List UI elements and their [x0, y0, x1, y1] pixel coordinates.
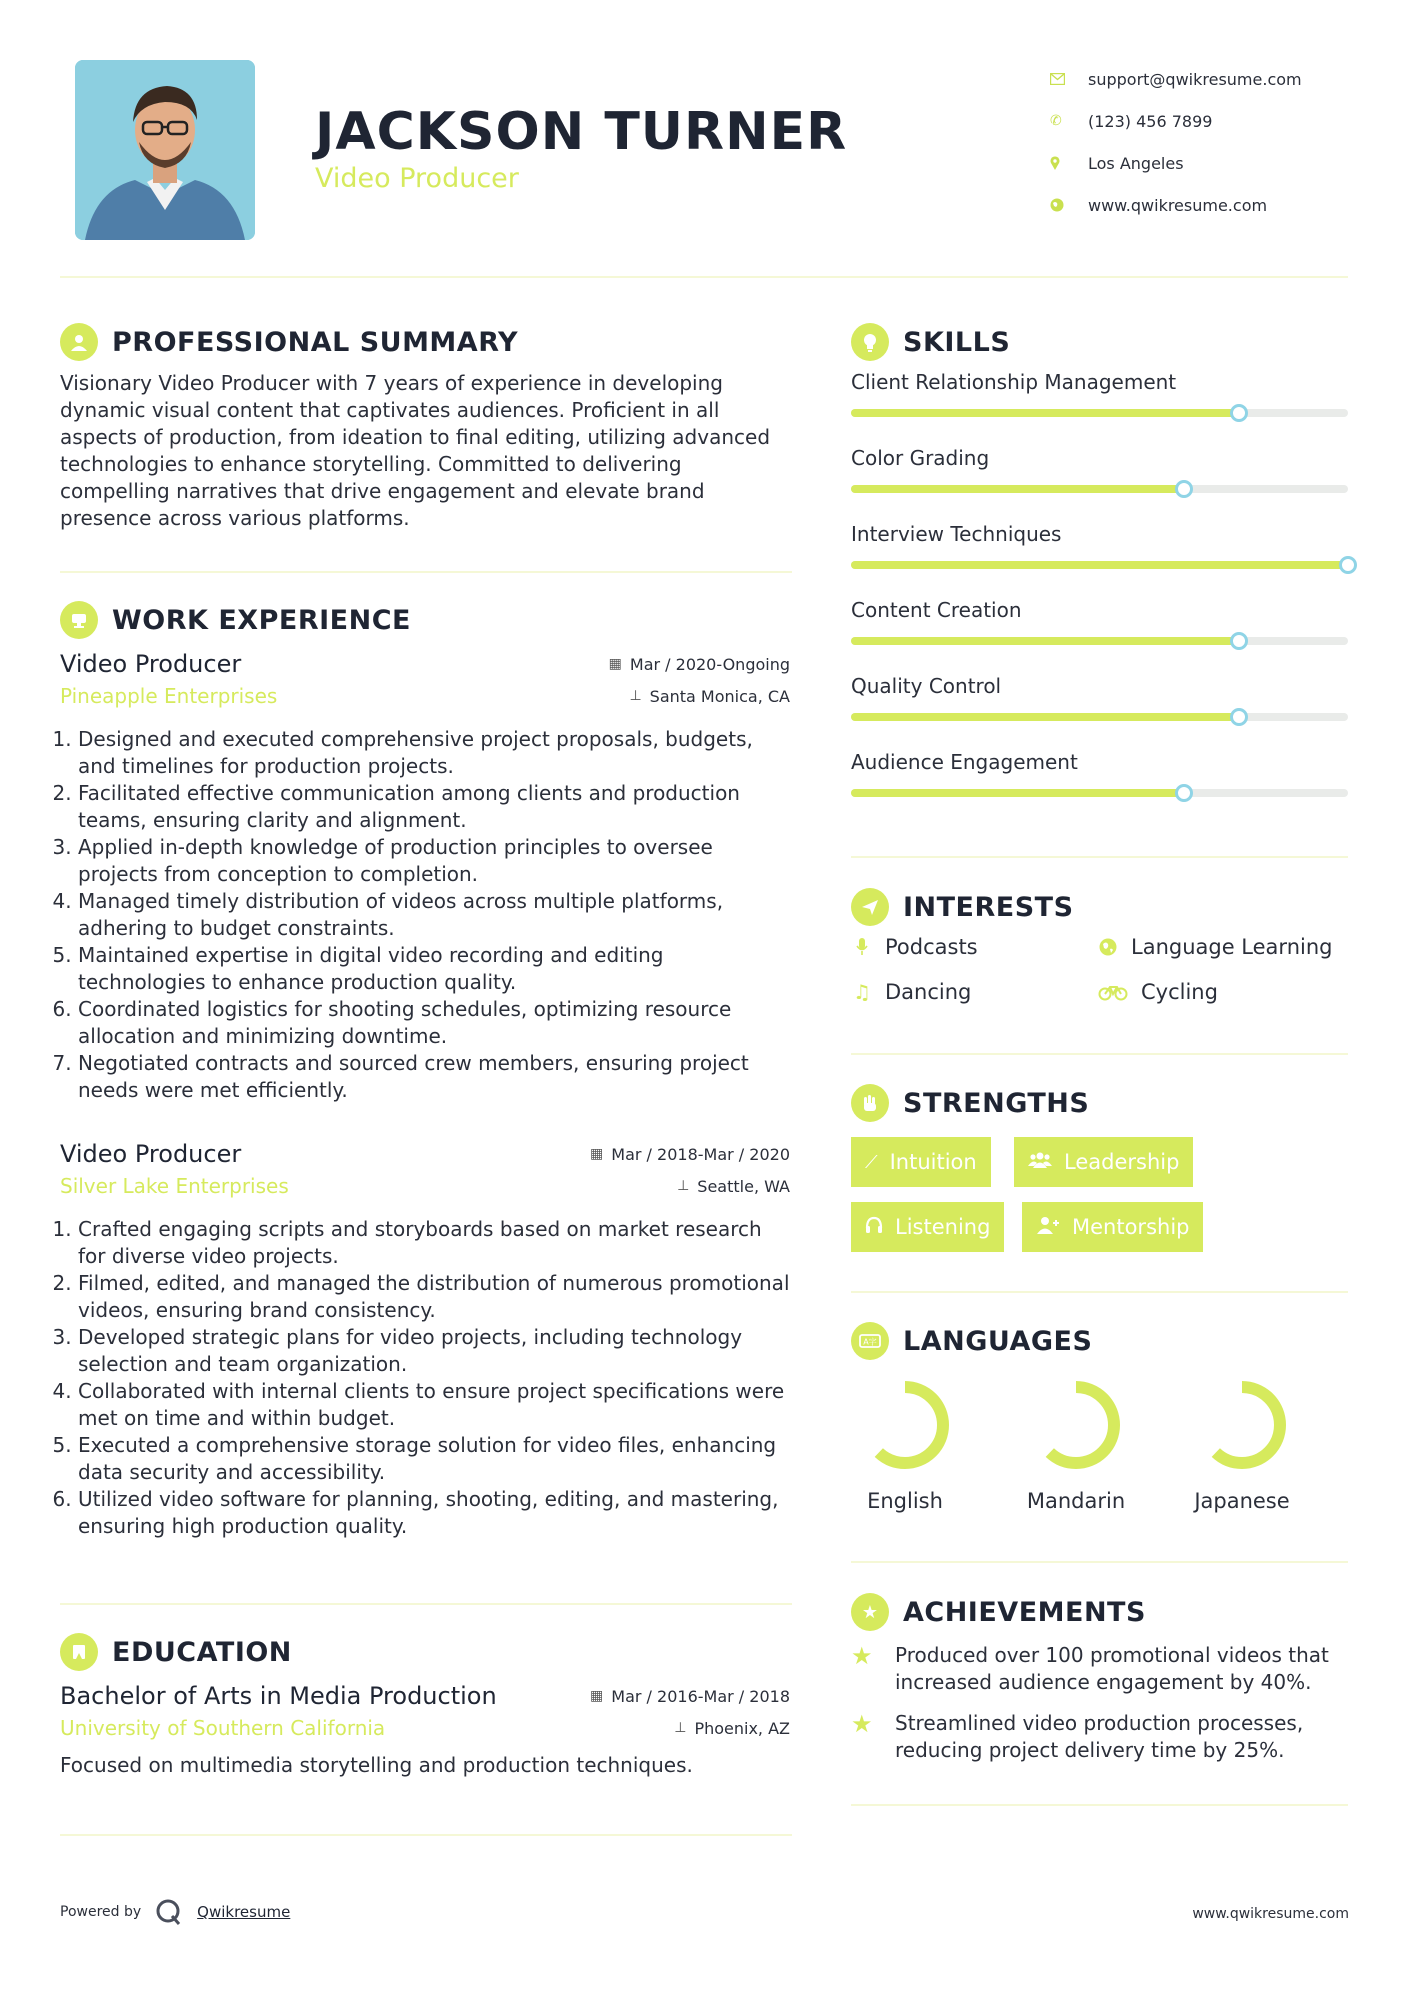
skill-item — [851, 522, 1348, 569]
language-label: English — [867, 1489, 943, 1513]
list-item: 4. Collaborated with internal clients to ensure project specifications were met on time and within budget. — [78, 1378, 790, 1432]
job-entry-2 — [60, 1138, 790, 1540]
job-company: Pineapple Enterprises — [60, 684, 278, 708]
language-item — [835, 1375, 975, 1513]
skill-name: Audience Engagement — [851, 750, 1078, 774]
qwikresume-link[interactable]: Qwikresume — [197, 1903, 291, 1921]
briefcase-icon — [60, 601, 98, 639]
footer-url[interactable]: www.qwikresume.com — [1192, 1906, 1349, 1922]
interest-item — [1097, 980, 1218, 1004]
skill-bar-fill — [851, 713, 1239, 721]
language-label: Mandarin — [1026, 1489, 1126, 1513]
star-icon: ★ — [851, 1642, 873, 1670]
svg-text:A字: A字 — [863, 1337, 877, 1347]
bicycle-icon — [1097, 983, 1129, 1001]
education-dates — [590, 1687, 790, 1706]
summary-text: Visionary Video Producer with 7 years of experience in developing dynamic visual content that captivates audiences. Proficient in all aspects of production, from ideation to final editing, utilizing advanced technologies to enhance storytelling. Committed to delivering compelling narratives that drive engagement and elevate brand presence across various platforms. — [60, 371, 771, 530]
skill-bar-knob — [1175, 784, 1193, 802]
strength-tag — [851, 1137, 991, 1187]
job-location — [629, 687, 790, 706]
pushpin-icon: ⊥ — [677, 1178, 690, 1194]
education-school: University of Southern California — [60, 1716, 386, 1740]
profile-photo-image — [75, 60, 255, 240]
languages-heading — [851, 1322, 1092, 1360]
powered-by-text: Powered by — [60, 1904, 142, 1920]
list-item: 3. Developed strategic plans for video projects, including technology selection and team organization. — [78, 1324, 790, 1378]
contact-website[interactable] — [1050, 184, 1302, 226]
skill-bar-fill — [851, 789, 1184, 797]
language-icon — [851, 1322, 889, 1360]
strengths-title: STRENGTHS — [903, 1087, 1090, 1119]
contact-email-text: support@qwikresume.com — [1088, 69, 1302, 89]
contact-location — [1050, 142, 1302, 184]
strength-label: Leadership — [1064, 1150, 1180, 1174]
summary-heading — [60, 323, 518, 361]
job-location-text: Seattle, WA — [697, 1176, 790, 1196]
achievement-item — [851, 1710, 1351, 1764]
skill-bar-knob — [1230, 404, 1248, 422]
skill-item — [851, 446, 1348, 493]
experience-divider — [60, 1603, 792, 1605]
job-dates-text: Mar / 2020-Ongoing — [629, 654, 790, 674]
education-title: EDUCATION — [112, 1636, 292, 1668]
achievements-divider — [851, 1804, 1348, 1806]
summary-divider — [60, 571, 792, 573]
users-icon — [1028, 1151, 1052, 1174]
skills-heading — [851, 323, 1010, 361]
skill-bar-knob — [1230, 708, 1248, 726]
strengths-divider — [851, 1291, 1348, 1293]
job-role: Video Producer — [60, 1140, 242, 1168]
job-dates — [590, 1145, 790, 1164]
skill-bar-fill — [851, 561, 1348, 569]
skill-bar — [851, 485, 1348, 493]
interests-heading — [851, 888, 1074, 926]
summary-title: PROFESSIONAL SUMMARY — [112, 326, 519, 358]
calendar-icon: ▦ — [608, 656, 622, 672]
pushpin-icon: ⊥ — [674, 1720, 687, 1736]
calendar-icon: ▦ — [590, 1688, 604, 1704]
contact-location-text: Los Angeles — [1088, 153, 1184, 173]
interest-item — [851, 980, 971, 1004]
microphone-icon — [851, 937, 873, 957]
list-item: 1. Crafted engaging scripts and storyboards based on market research for diverse video projects. — [78, 1216, 790, 1270]
contact-list — [1050, 58, 1302, 226]
contact-email[interactable] — [1050, 58, 1302, 100]
footer-powered-by — [60, 1898, 290, 1926]
header-divider — [60, 276, 1348, 278]
job-company: Silver Lake Enterprises — [60, 1174, 289, 1198]
star-badge-icon: ★ — [851, 1593, 889, 1631]
magic-wand-icon: ⟋ — [865, 1151, 878, 1173]
interest-item — [851, 935, 978, 959]
skill-item — [851, 370, 1348, 417]
job-dates — [609, 655, 790, 674]
skill-bar — [851, 561, 1348, 569]
education-dates-text: Mar / 2016-Mar / 2018 — [611, 1686, 790, 1706]
list-item: 2. Facilitated effective communication among clients and production teams, ensuring clarity and alignment. — [78, 780, 790, 834]
language-item — [1006, 1375, 1146, 1513]
skill-name: Interview Techniques — [851, 522, 1062, 546]
contact-website-text: www.qwikresume.com — [1088, 195, 1268, 215]
interest-label: Podcasts — [885, 935, 978, 959]
skills-divider — [851, 856, 1348, 858]
candidate-name: JACKSON TURNER — [315, 102, 848, 162]
education-heading — [60, 1633, 292, 1671]
skill-bar-fill — [851, 409, 1239, 417]
interest-label: Language Learning — [1131, 935, 1333, 959]
strengths-heading — [851, 1084, 1089, 1122]
education-description: Focused on multimedia storytelling and production techniques. — [60, 1753, 693, 1777]
skill-bar-knob — [1230, 632, 1248, 650]
list-item: 3. Applied in-depth knowledge of production principles to oversee projects from conception to completion. — [78, 834, 790, 888]
job-role: Video Producer — [60, 650, 242, 678]
skill-bar-knob — [1339, 556, 1357, 574]
user-plus-icon — [1036, 1216, 1060, 1239]
job-dates-text: Mar / 2018-Mar / 2020 — [611, 1144, 790, 1164]
contact-phone[interactable] — [1050, 100, 1302, 142]
achievement-text: Streamlined video production processes, reducing project delivery time by 25%. — [895, 1711, 1304, 1762]
skill-name: Client Relationship Management — [851, 370, 1177, 394]
graduation-icon — [60, 1633, 98, 1671]
qwikresume-logo-icon — [155, 1898, 183, 1926]
user-icon — [60, 323, 98, 361]
skill-bar-fill — [851, 637, 1239, 645]
skill-bar-knob — [1175, 480, 1193, 498]
job-location — [677, 1177, 790, 1196]
achievements-heading — [851, 1593, 1146, 1631]
skill-bar — [851, 713, 1348, 721]
job-bullets — [60, 1216, 790, 1540]
star-icon: ★ — [851, 1710, 873, 1738]
strength-label: Intuition — [889, 1150, 977, 1174]
envelope-icon — [1050, 73, 1088, 85]
paper-plane-icon — [851, 888, 889, 926]
interest-item — [1097, 935, 1332, 959]
skill-bar — [851, 409, 1348, 417]
list-item: 1. Designed and executed comprehensive project proposals, budgets, and timelines for production projects. — [78, 726, 790, 780]
achievements-title: ACHIEVEMENTS — [903, 1596, 1146, 1628]
skill-bar — [851, 637, 1348, 645]
map-pin-icon — [1050, 156, 1088, 170]
skill-item — [851, 674, 1348, 721]
list-item: 4. Managed timely distribution of videos across multiple platforms, adhering to budget constraints. — [78, 888, 790, 942]
education-divider — [60, 1834, 792, 1836]
music-note-icon: ♫ — [853, 980, 871, 1004]
globe-icon — [1097, 938, 1119, 956]
achievement-text: Produced over 100 promotional videos that increased audience engagement by 40%. — [895, 1643, 1329, 1694]
interests-divider — [851, 1053, 1348, 1055]
experience-heading — [60, 601, 411, 639]
skill-item — [851, 598, 1348, 645]
skill-name: Color Grading — [851, 446, 990, 470]
skill-item — [851, 750, 1348, 797]
headphones-icon — [865, 1216, 883, 1239]
education-location-text: Phoenix, AZ — [694, 1718, 790, 1738]
experience-title: WORK EXPERIENCE — [112, 604, 411, 636]
job-bullets — [60, 726, 790, 1104]
languages-title: LANGUAGES — [903, 1325, 1093, 1357]
list-item: 6. Coordinated logistics for shooting schedules, optimizing resource allocation and minimizing downtime. — [78, 996, 790, 1050]
hand-icon — [851, 1084, 889, 1122]
job-location-text: Santa Monica, CA — [649, 686, 790, 706]
education-location — [674, 1719, 790, 1738]
language-progress-ring — [1026, 1375, 1126, 1475]
pushpin-icon: ⊥ — [629, 688, 642, 704]
language-item — [1172, 1375, 1312, 1513]
strength-tag — [1014, 1137, 1193, 1187]
interest-label: Dancing — [885, 980, 972, 1004]
interests-title: INTERESTS — [903, 891, 1074, 923]
lightbulb-icon — [851, 323, 889, 361]
contact-phone-text: (123) 456 7899 — [1088, 111, 1213, 131]
language-progress-ring — [1192, 1375, 1292, 1475]
language-progress-ring — [855, 1375, 955, 1475]
candidate-title: Video Producer — [315, 163, 519, 194]
skills-title: SKILLS — [903, 326, 1011, 358]
strength-label: Listening — [895, 1215, 991, 1239]
strength-tag — [1022, 1202, 1203, 1252]
job-entry-1 — [60, 648, 790, 1104]
phone-icon: ✆ — [1050, 113, 1062, 129]
skill-bar-fill — [851, 485, 1184, 493]
language-label: Japanese — [1194, 1489, 1290, 1513]
profile-photo — [75, 60, 255, 240]
interest-label: Cycling — [1141, 980, 1218, 1004]
list-item: 5. Maintained expertise in digital video recording and editing technologies to enhance production quality. — [78, 942, 790, 996]
list-item: 5. Executed a comprehensive storage solution for video files, enhancing data security and accessibility. — [78, 1432, 790, 1486]
skill-bar — [851, 789, 1348, 797]
strength-tag — [851, 1202, 1004, 1252]
education-entry — [60, 1680, 790, 1779]
skill-name: Quality Control — [851, 674, 1002, 698]
list-item: 7. Negotiated contracts and sourced crew members, ensuring project needs were met efficiently. — [78, 1050, 790, 1104]
languages-divider — [851, 1561, 1348, 1563]
achievement-item — [851, 1642, 1351, 1696]
list-item: 6. Utilized video software for planning, shooting, editing, and mastering, ensuring high production quality. — [78, 1486, 790, 1540]
strength-label: Mentorship — [1072, 1215, 1190, 1239]
calendar-icon: ▦ — [590, 1146, 604, 1162]
list-item: 2. Filmed, edited, and managed the distribution of numerous promotional videos, ensuring brand consistency. — [78, 1270, 790, 1324]
education-degree: Bachelor of Arts in Media Production — [60, 1682, 497, 1710]
globe-icon — [1050, 198, 1088, 212]
skill-name: Content Creation — [851, 598, 1022, 622]
